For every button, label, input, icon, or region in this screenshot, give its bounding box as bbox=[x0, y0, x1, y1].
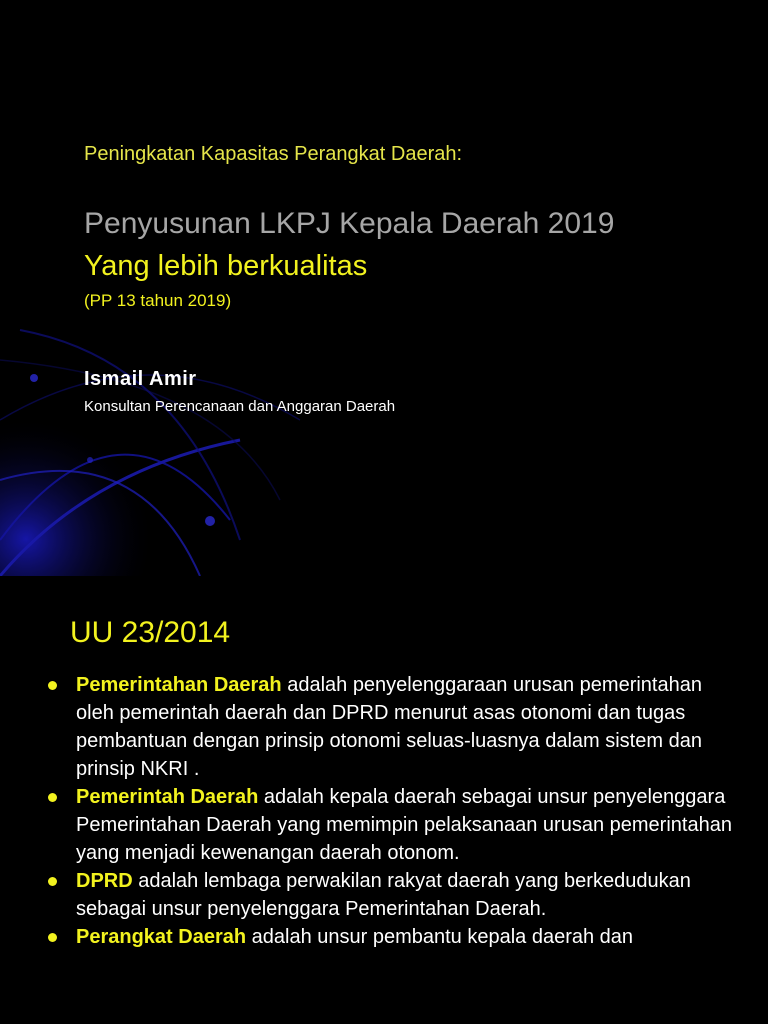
definitions-slide bbox=[0, 576, 768, 1024]
list-item bbox=[76, 783, 744, 867]
slide-title: Penyusunan LKPJ Kepala Daerah 2019 bbox=[84, 207, 615, 240]
bullet-icon bbox=[48, 877, 57, 886]
definition-text: adalah kepala daerah sebagai unsur penyelenggara Pemerintahan Daerah yang memimpin pelaksanaan urusan pemerintahan yang menjadi kewenangan daerah otonom. bbox=[76, 786, 732, 864]
definition-term: Pemerintah Daerah bbox=[76, 786, 259, 808]
definition-term: DPRD bbox=[76, 870, 133, 892]
law-title: UU 23/2014 bbox=[70, 616, 231, 649]
bullet-icon bbox=[48, 793, 57, 802]
author-role: Konsultan Perencanaan dan Anggaran Daerah bbox=[84, 398, 396, 415]
list-item bbox=[76, 671, 744, 783]
regulation-reference: (PP 13 tahun 2019) bbox=[84, 291, 232, 310]
definition-list bbox=[76, 671, 744, 951]
definition-term: Perangkat Daerah bbox=[76, 926, 247, 948]
definition-text: adalah lembaga perwakilan rakyat daerah yang berkedudukan sebagai unsur penyelenggara Pemerintahan Daerah. bbox=[76, 870, 691, 920]
slide-subtitle: Peningkatan Kapasitas Perangkat Daerah: bbox=[84, 143, 463, 165]
definition-text: adalah unsur pembantu kepala daerah dan bbox=[246, 926, 634, 948]
bullet-icon bbox=[48, 681, 57, 690]
definition-text: adalah penyelenggaraan urusan pemerintahan oleh pemerintah daerah dan DPRD menurut asas otonomi dan tugas pembantuan dengan prinsip otonomi seluas-luasnya dalam sistem dan prinsip NKRI . bbox=[76, 674, 702, 780]
definition-term: Pemerintahan Daerah bbox=[76, 674, 282, 696]
list-item bbox=[76, 923, 744, 951]
bullet-icon bbox=[48, 933, 57, 942]
author-name: Ismail Amir bbox=[84, 368, 197, 390]
slide-title-highlight: Yang lebih berkualitas bbox=[84, 250, 368, 282]
list-item bbox=[76, 867, 744, 923]
